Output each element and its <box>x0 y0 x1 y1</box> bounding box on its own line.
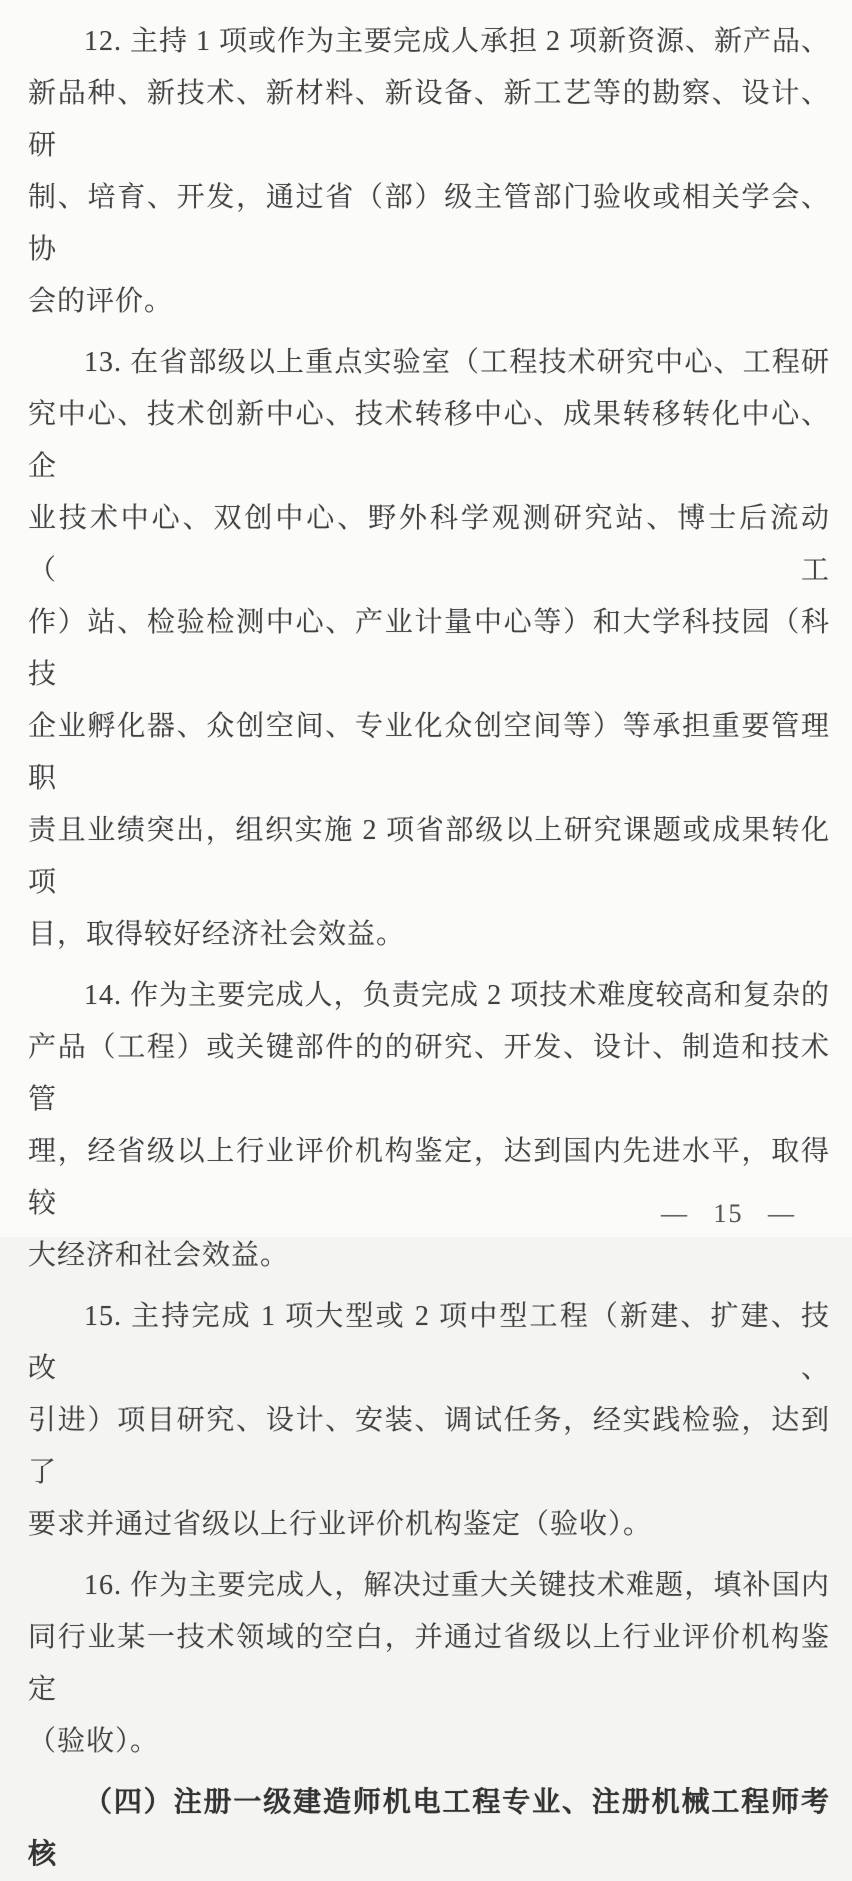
text-line: 新品种、新技术、新材料、新设备、新工艺等的勘察、设计、研 <box>28 78 830 161</box>
text-line: 14. 作为主要完成人，负责完成 2 项技术难度较高和复杂的 <box>84 980 830 1011</box>
text-line: 会的评价。 <box>28 286 174 317</box>
text-line: 究中心、技术创新中心、技术转移中心、成果转移转化中心、企 <box>28 399 830 482</box>
text-line: 作）站、检验检测中心、产业计量中心等）和大学科技园（科技 <box>28 607 830 690</box>
text-line: 13. 在省部级以上重点实验室（工程技术研究中心、工程研 <box>84 347 830 378</box>
text-line: 12. 主持 1 项或作为主要完成人承担 2 项新资源、新产品、 <box>84 26 831 57</box>
paragraph-item-16 <box>28 1560 830 1768</box>
section-4-heading <box>28 1777 830 1881</box>
text-line: 目，取得较好经济社会效益。 <box>28 919 406 950</box>
page-number: — 15 — <box>661 1199 796 1228</box>
text-line: （验收）。 <box>28 1726 160 1757</box>
text-line: 引进）项目研究、设计、安装、调试任务，经实践检验，达到了 <box>28 1405 830 1488</box>
text-line: 企业孵化器、众创空间、专业化众创空间等）等承担重要管理职 <box>28 711 830 794</box>
paragraph-item-15 <box>28 1291 830 1551</box>
text-line: 同行业某一技术领域的空白，并通过省级以上行业评价机构鉴定 <box>28 1622 830 1705</box>
paragraph-item-12 <box>28 16 830 328</box>
text-line: 责且业绩突出，组织实施 2 项省部级以上研究课题或成果转化项 <box>28 815 830 898</box>
paragraph-item-13 <box>28 337 830 961</box>
text-line: 业技术中心、双创中心、野外科学观测研究站、博士后流动（工 <box>28 503 830 586</box>
section-heading-line: （四）注册一级建造师机电工程专业、注册机械工程师考核 <box>28 1787 830 1870</box>
text-line: 要求并通过省级以上行业评价机构鉴定（验收）。 <box>28 1509 653 1540</box>
text-line: 15. 主持完成 1 项大型或 2 项中型工程（新建、扩建、技改、 <box>28 1301 830 1384</box>
text-line: 理，经省级以上行业评价机构鉴定，达到国内先进水平，取得较 <box>28 1136 830 1219</box>
text-line: 制、培育、开发，通过省（部）级主管部门验收或相关学会、协 <box>28 182 830 265</box>
text-line: 16. 作为主要完成人，解决过重大关键技术难题，填补国内 <box>84 1570 830 1601</box>
text-line: 大经济和社会效益。 <box>28 1240 290 1271</box>
text-line: 产品（工程）或关键部件的的研究、开发、设计、制造和技术管 <box>28 1032 830 1115</box>
paragraph-item-14 <box>28 970 830 1282</box>
